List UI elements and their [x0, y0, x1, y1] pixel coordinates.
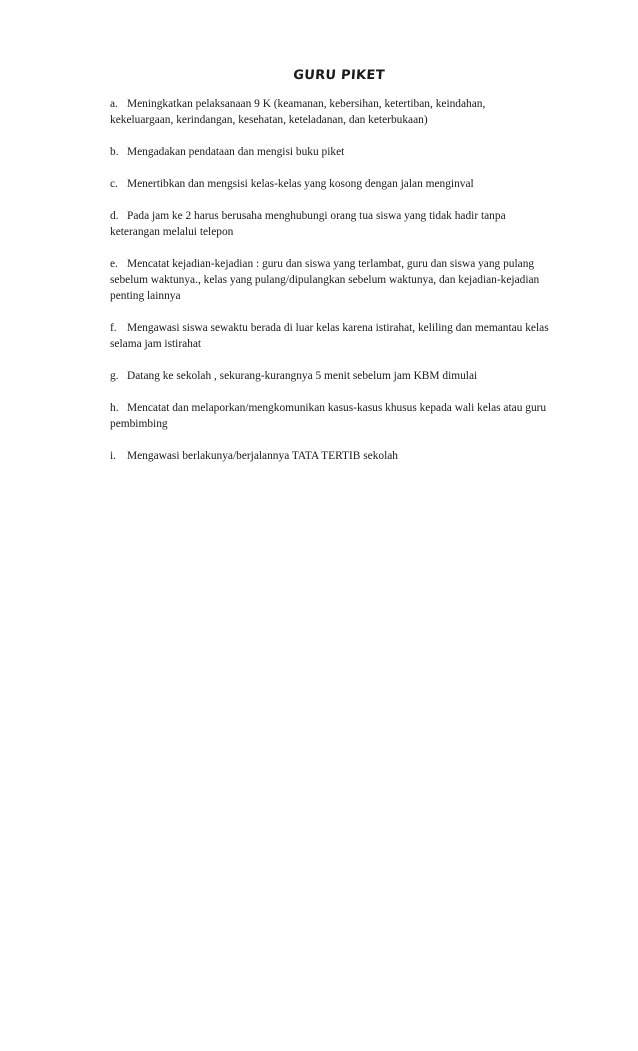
list-item-text: Mencatat kejadian-kejadian : guru dan siswa yang terlambat, guru dan siswa yang pulang sebelum waktunya., kelas yang pulang/dipulangkan sebelum waktunya, dan kejadian-kejadian penting lainnya: [110, 258, 540, 302]
list-item: [110, 256, 550, 304]
list-item-text: Mengadakan pendataan dan mengisi buku piket: [127, 146, 345, 158]
list-item-text: Mengawasi siswa sewaktu berada di luar kelas karena istirahat, keliling dan memantau kelas selama jam istirahat: [110, 322, 549, 350]
list-item-text: Mencatat dan melaporkan/mengkomunikan kasus-kasus khusus kepada wali kelas atau guru pembimbing: [110, 402, 547, 430]
list-item: [110, 320, 550, 352]
list-item: [110, 448, 550, 464]
list-marker: b.: [110, 146, 119, 158]
list-marker: g.: [110, 370, 119, 382]
list-item: [110, 96, 550, 128]
list-marker: a.: [110, 98, 118, 110]
document-title: GURU PIKET: [292, 68, 386, 83]
list-item-text: Meningkatkan pelaksanaan 9 K (keamanan, kebersihan, ketertiban, keindahan, kekeluargaan, kerindangan, kesehatan, keteladanan, dan keterbukaan): [110, 98, 486, 126]
list-item: [110, 400, 550, 432]
list-item-text: Mengawasi berlakunya/berjalannya TATA TERTIB sekolah: [127, 450, 399, 462]
list-marker: i.: [110, 450, 117, 462]
list-item-text: Datang ke sekolah , sekurang-kurangnya 5 menit sebelum jam KBM dimulai: [127, 370, 478, 382]
list-marker: d.: [110, 210, 119, 222]
list-marker: f.: [110, 322, 117, 334]
list-item: [110, 144, 550, 160]
list-item: [110, 208, 550, 240]
list-marker: c.: [110, 178, 118, 190]
list-item: [110, 368, 550, 384]
list-item: [110, 176, 550, 192]
list-item-text: Menertibkan dan mengsisi kelas-kelas yang kosong dengan jalan menginval: [127, 178, 474, 190]
list-item-text: Pada jam ke 2 harus berusaha menghubungi orang tua siswa yang tidak hadir tanpa keterangan melalui telepon: [110, 210, 506, 238]
list-marker: h.: [110, 402, 119, 414]
list-marker: e.: [110, 258, 118, 270]
